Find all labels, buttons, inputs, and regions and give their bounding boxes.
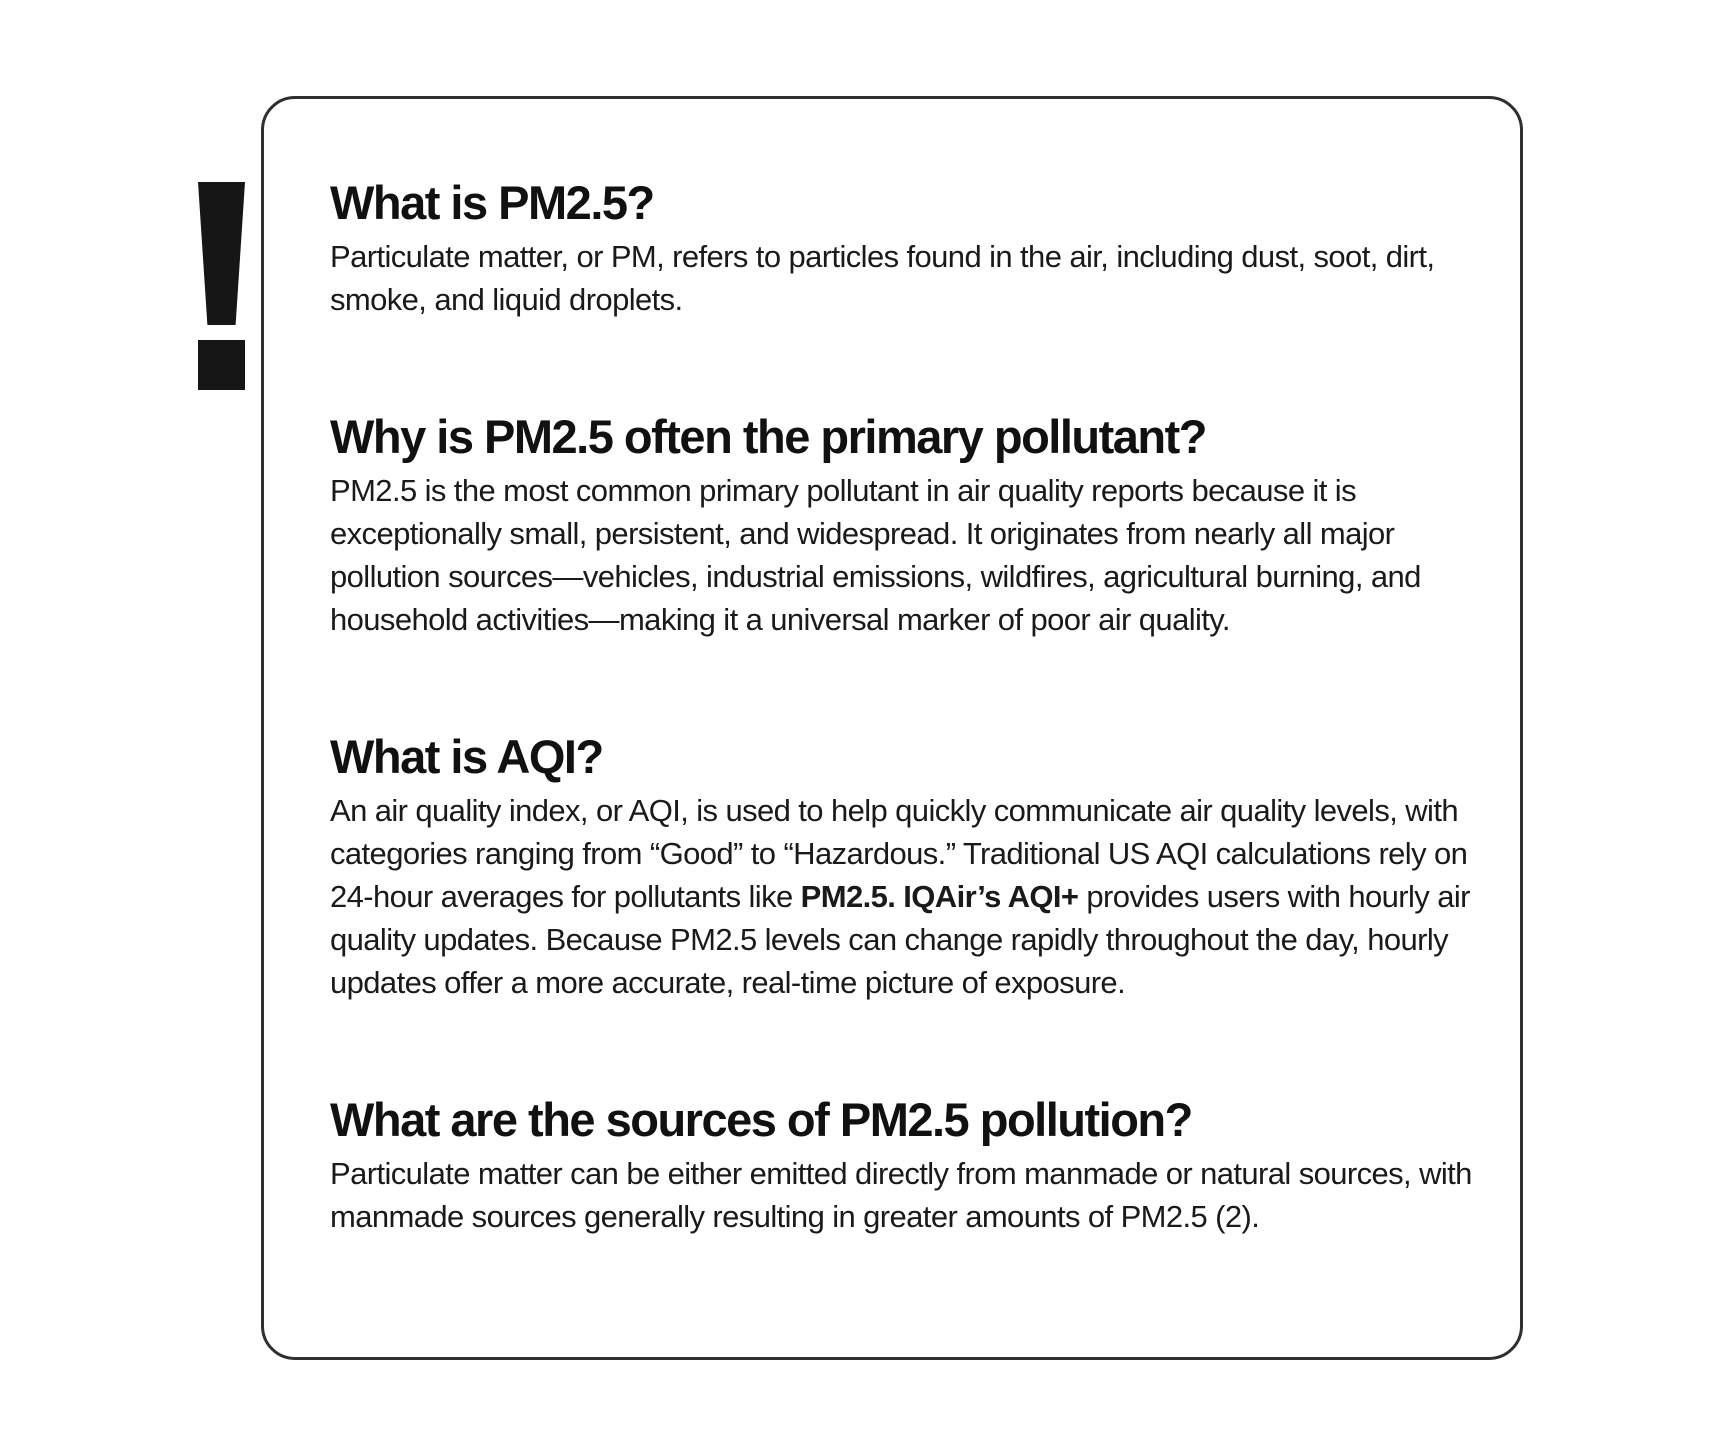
info-card — [261, 96, 1523, 1360]
section-why-primary-pollutant — [330, 409, 1480, 641]
info-card-content — [330, 175, 1480, 1238]
section-body: Particulate matter, or PM, refers to particles found in the air, including dust, soot, dirt, smoke, and liquid droplets. — [330, 239, 1435, 317]
exclamation-icon — [198, 182, 245, 390]
section-body: Particulate matter can be either emitted directly from manmade or natural sources, with manmade sources generally resulting in greater amounts of PM2.5 (2). — [330, 1156, 1472, 1234]
section-what-is-aqi — [330, 729, 1480, 1004]
section-heading: Why is PM2.5 often the primary pollutant? — [330, 410, 1206, 463]
section-body-bold-text: PM2.5. IQAir’s AQI+ — [800, 879, 1079, 914]
section-body-text: An air quality index, or AQI, is used to help quickly communicate air quality levels, with categories ranging from “Good” to “Hazardous.” Traditional US AQI calculations rely on 24-hour averages for pollutants like — [330, 793, 1468, 914]
section-what-is-pm25 — [330, 175, 1480, 321]
section-heading: What is AQI? — [330, 730, 603, 783]
section-heading: What is PM2.5? — [330, 176, 654, 229]
section-heading: What are the sources of PM2.5 pollution? — [330, 1093, 1192, 1146]
section-pm25-sources — [330, 1092, 1480, 1238]
section-body-text: provides users with hourly air quality updates. Because PM2.5 levels can change rapidly throughout the day, hourly updates offer a more accurate, real-time picture of exposure. — [330, 879, 1470, 1000]
exclamation-dot — [198, 340, 245, 390]
exclamation-bar — [198, 182, 245, 325]
section-body: PM2.5 is the most common primary pollutant in air quality reports because it is exceptionally small, persistent, and widespread. It originates from nearly all major pollution sources—vehicles, industrial emissions, wildfires, agricultural burning, and household activities—making it a universal marker of poor air quality. — [330, 473, 1421, 637]
section-body — [330, 789, 1480, 1004]
